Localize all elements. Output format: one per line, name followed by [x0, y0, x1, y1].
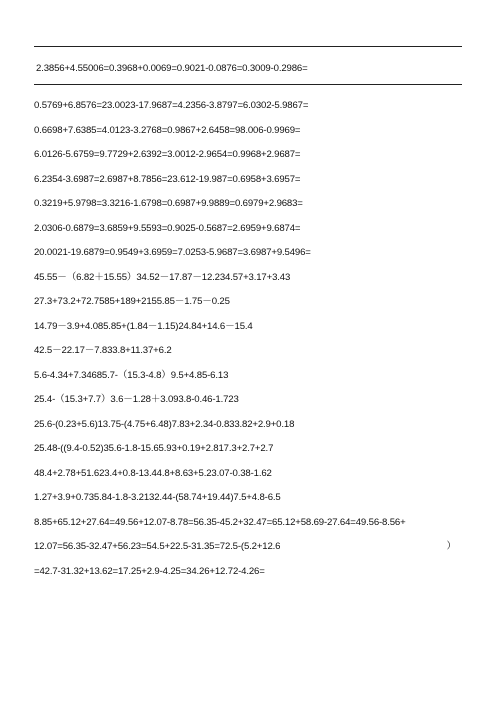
equation-line: 2.0306-0.6879=3.6859+9.5593=0.9025-0.5687=2.6959+9.6874=	[34, 222, 301, 234]
equation-line: 14.79－3.9+4.085.85+(1.84－1.15)24.84+14.6－15.4	[34, 320, 253, 332]
split-line-text: 12.07=56.35-32.47+56.23=54.5+22.5-31.35=72.5-(5.2+12.6	[34, 541, 281, 552]
equation-line: 27.3+73.2+72.7585+189+2155.85－1.75－0.25	[34, 296, 230, 307]
equation-line: 48.4+2.78+51.623.4+0.8-13.44.8+8.63+5.23.07-0.38-1.62	[34, 467, 272, 479]
equation-line: 25.4-（15.3+7.7）3.6－1.28＋3.093.8-0.46-1.723	[34, 394, 239, 405]
equation-line-last: =42.7-31.32+13.62=17.25+2.9-4.25=34.26+12.72-4.26=	[34, 565, 265, 577]
equation-line: 1.27+3.9+0.735.84-1.8-3.2132.44-(58.74+19.44)7.5+4.8-6.5	[34, 492, 281, 503]
split-line-tail: ）	[446, 541, 456, 552]
equation-line: 0.6698+7.6385=4.0123-3.2768=0.9867+2.6458=98.006-0.9969=	[34, 124, 301, 136]
equation-line: 42.5－22.17－7.833.8+11.37+6.2	[34, 345, 172, 356]
equation-line: 0.5769+6.8576=23.0023-17.9687=4.2356-3.8797=6.0302-5.9867=	[34, 100, 309, 111]
equation-line: 20.0021-19.6879=0.9549+3.6959=7.0253-5.9687=3.6987+9.5496=	[34, 247, 311, 258]
equation-line: 5.6-4.34+7.34685.7-（15.3-4.8）9.5+4.85-6.13	[34, 369, 229, 381]
top-rule	[34, 46, 462, 47]
equation-line: 25.6-(0.23+5.6)13.75-(4.75+6.48)7.83+2.34-0.833.82+2.9+0.18	[34, 418, 295, 430]
equation-line: 25.48-((9.4-0.52)35.6-1.8-15.65.93+0.19+2.817.3+2.7+2.7	[34, 443, 274, 454]
equation-line: 45.55－（6.82＋15.55）34.52－17.87－12.234.57+3.17+3.43	[34, 271, 291, 283]
header-equation-line: 2.3856+4.55006=0.3968+0.0069=0.9021-0.0876=0.3009-0.2986=	[36, 63, 308, 74]
equation-line: 6.0126-5.6759=9.7729+2.6392=3.0012-2.9654=0.9968+2.9687=	[34, 149, 301, 160]
equation-line-split	[34, 540, 464, 565]
equation-list	[34, 99, 464, 589]
equation-line: 0.3219+5.9798=3.3216-1.6798=0.6987+9.9889=0.6979+2.9683=	[34, 198, 303, 209]
equation-line: 8.85+65.12+27.64=49.56+12.07-8.78=56.35-45.2+32.47=65.12+58.69-27.64=49.56-8.56+	[34, 516, 406, 528]
bottom-rule	[34, 84, 462, 85]
equation-line: 6.2354-3.6987=2.6987+8.7856=23.612-19.987=0.6958+3.6957=	[34, 173, 301, 185]
